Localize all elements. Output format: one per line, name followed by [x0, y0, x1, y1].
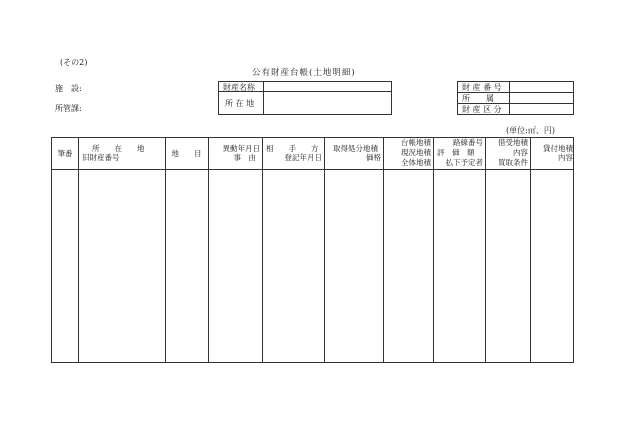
page-title: 公有財産台帳(土地明細) — [252, 68, 356, 78]
header-purchase-terms: 買取条件 — [498, 158, 528, 167]
header-old-property-number: 旧財産番号 — [82, 153, 120, 162]
header-lease-area: 貸付地積 — [543, 144, 573, 153]
property-name-field[interactable] — [264, 82, 392, 92]
header-sale-candidate: 払下予定者 — [445, 158, 483, 167]
body-cell-route-number[interactable] — [434, 171, 485, 362]
header-reason: 事 由 — [233, 153, 256, 162]
header-borrowed-content: 内容 — [513, 148, 528, 157]
facility-label: 施 設: — [55, 84, 82, 93]
belong-field[interactable] — [510, 93, 574, 103]
header-total-area: 全体地積 — [401, 158, 431, 167]
header-price: 価格 — [366, 153, 381, 162]
property-category-field[interactable] — [510, 104, 574, 115]
header-location: 所 在 地 — [92, 144, 145, 153]
header-land-category: 地 目 — [171, 149, 202, 158]
body-cell-counterparty[interactable] — [263, 171, 324, 362]
header-current-area: 現況地積 — [401, 148, 431, 157]
property-location-field[interactable] — [264, 93, 392, 115]
body-cell-acquired-area[interactable] — [325, 171, 383, 362]
header-borrowed-area: 借受地積 — [498, 138, 528, 147]
header-route-number: 路線番号 — [453, 138, 483, 147]
property-number-label: 財 産 番 号 — [462, 83, 502, 92]
land-detail-table — [51, 137, 574, 363]
body-cell-ledger-area[interactable] — [384, 171, 433, 362]
header-parcel-number: 筆番 — [57, 149, 73, 158]
property-location-label: 所 在 地 — [225, 99, 255, 108]
header-ledger-area: 台帳地積 — [401, 138, 431, 147]
body-cell-land-category[interactable] — [166, 171, 208, 362]
belong-label: 所 属 — [462, 94, 494, 103]
body-cell-borrowed-area[interactable] — [486, 171, 530, 362]
body-cell-parcel-number[interactable] — [52, 171, 78, 362]
header-acquired-area: 取得処分地積 — [333, 144, 378, 153]
body-cell-location[interactable] — [79, 171, 165, 362]
header-registration-date: 登記年月日 — [284, 153, 322, 162]
form-number-label: (その2) — [60, 58, 88, 67]
property-category-label: 財 産 区 分 — [462, 105, 502, 114]
header-lease-content: 内容 — [558, 153, 573, 162]
unit-label: (単位:㎡、円) — [506, 126, 555, 135]
register-box — [457, 81, 574, 115]
property-name-label: 財産名称 — [223, 83, 255, 92]
property-number-field[interactable] — [510, 82, 574, 92]
body-cell-change-date[interactable] — [209, 171, 262, 362]
header-counterparty: 相 手 方 — [266, 144, 319, 153]
header-valuation: 評 価 額 — [437, 148, 475, 157]
header-change-date: 異動年月日 — [222, 144, 260, 153]
department-label: 所管課: — [55, 104, 82, 113]
property-box — [218, 81, 392, 115]
body-cell-lease-area[interactable] — [531, 171, 573, 362]
